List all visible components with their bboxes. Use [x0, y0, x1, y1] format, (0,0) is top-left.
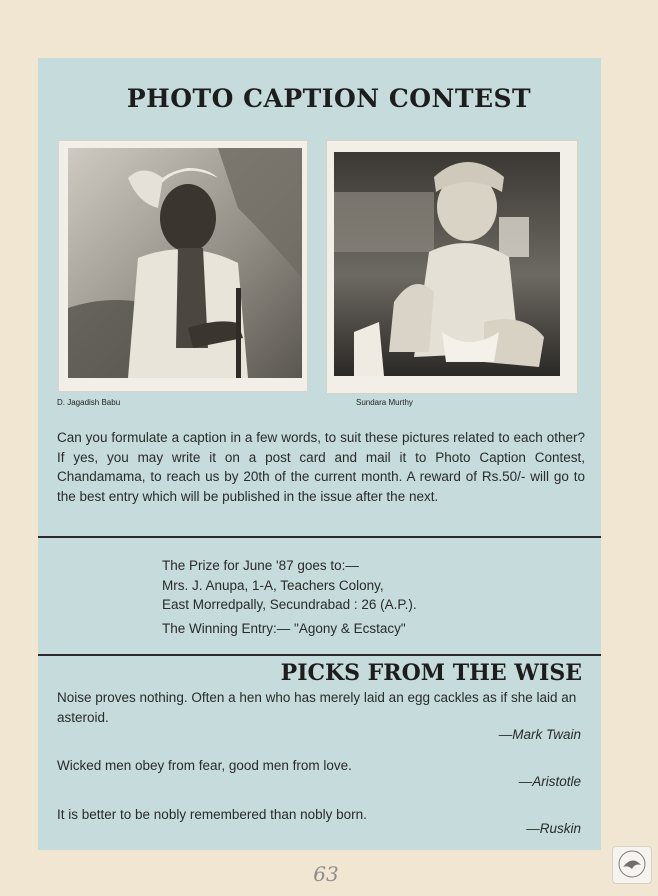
prize-announcement [162, 556, 582, 638]
contest-description: Can you formulate a caption in a few words, to suit these pictures related to each other? If yes, you may write it on a post card and mail it to Photo Caption Contest, Chandamama, to reach us by 20th of the current month. A reward of Rs.50/- will go to the best entry which will be published in the issue after the next. [57, 430, 585, 504]
quote-2: Wicked men obey from fear, good men from love. [57, 758, 352, 773]
quote-1: Noise proves nothing. Often a hen who has merely laid an egg cackles as if she laid an asteroid. [57, 690, 577, 725]
quote-3-author: —Ruskin [526, 821, 581, 836]
wise-section-title: PICKS FROM THE WISE [280, 660, 582, 686]
quote-2-author: —Aristotle [518, 774, 581, 789]
divider-bottom [38, 654, 601, 656]
prize-line-1: The Prize for June '87 goes to:— [162, 558, 359, 573]
page-number: 63 [313, 862, 339, 886]
quote-1-author: —Mark Twain [498, 727, 581, 742]
quote-3: It is better to be nobly remembered than nobly born. [57, 807, 367, 822]
contest-title: PHOTO CAPTION CONTEST [126, 84, 532, 113]
prize-winner-name: Mrs. J. Anupa, 1-A, Teachers Colony, [162, 577, 384, 593]
photo-credit-right: Sundara Murthy [356, 398, 413, 407]
publisher-logo-icon [612, 846, 652, 884]
divider-top [38, 536, 601, 538]
prize-winner-address: East Morredpally, Secundrabad : 26 (A.P.). [162, 597, 417, 612]
photo-credit-left: D. Jagadish Babu [57, 398, 121, 407]
photo-woman [68, 148, 302, 378]
winning-entry: The Winning Entry:— "Agony & Ecstacy" [162, 620, 406, 636]
photo-child [334, 152, 560, 376]
